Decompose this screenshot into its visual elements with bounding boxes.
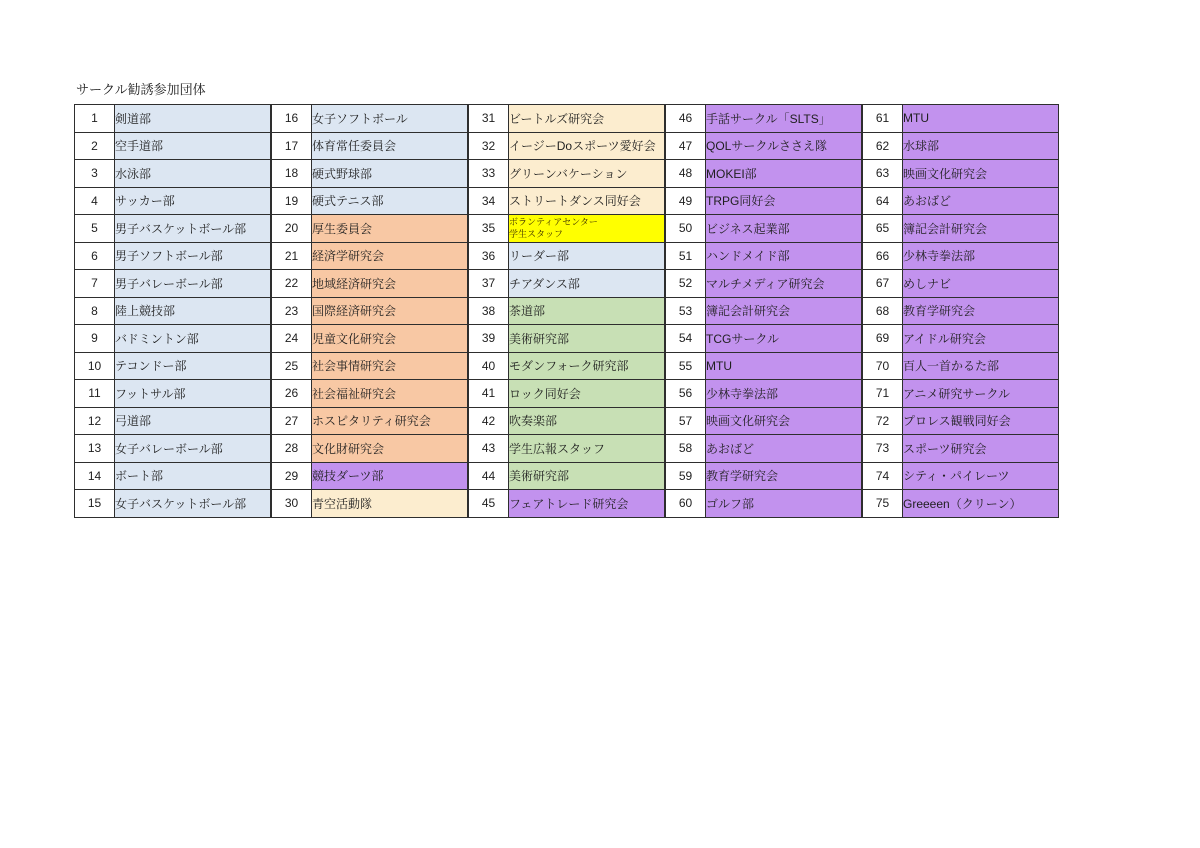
table-row <box>272 242 468 270</box>
club-number-cell: 12 <box>75 407 115 435</box>
table-row <box>666 297 862 325</box>
table-row <box>75 462 271 490</box>
club-name-cell: 男子ソフトボール部 <box>115 242 271 270</box>
club-name-cell: 百人一首かるた部 <box>903 352 1059 380</box>
table-row <box>272 462 468 490</box>
club-name-cell: 児童文化研究会 <box>312 325 468 353</box>
club-name-cell: リーダー部 <box>509 242 665 270</box>
club-number-cell: 49 <box>666 187 706 215</box>
club-name-line: 学生スタッフ <box>509 229 564 240</box>
table-row <box>863 407 1059 435</box>
table-row <box>666 435 862 463</box>
club-number-cell: 75 <box>863 490 903 518</box>
club-name-cell: 文化財研究会 <box>312 435 468 463</box>
club-number-cell: 32 <box>469 132 509 160</box>
table-row <box>75 187 271 215</box>
table-row <box>469 132 665 160</box>
club-number-cell: 63 <box>863 160 903 188</box>
table-row <box>863 270 1059 298</box>
club-name-cell: QOLサークルささえ隊 <box>706 132 862 160</box>
table-row <box>863 325 1059 353</box>
club-name-cell: 経済学研究会 <box>312 242 468 270</box>
club-name-cell: 社会事情研究会 <box>312 352 468 380</box>
table-row <box>469 380 665 408</box>
club-number-cell: 56 <box>666 380 706 408</box>
table-row <box>272 407 468 435</box>
club-number-cell: 14 <box>75 462 115 490</box>
club-name-cell: 茶道部 <box>509 297 665 325</box>
table-row <box>666 105 862 133</box>
table-row <box>75 380 271 408</box>
club-name-line: ボランティアセンター <box>509 217 598 228</box>
club-number-cell: 40 <box>469 352 509 380</box>
club-number-cell: 15 <box>75 490 115 518</box>
club-number-cell: 43 <box>469 435 509 463</box>
club-name-cell: 少林寺拳法部 <box>903 242 1059 270</box>
table-row <box>75 132 271 160</box>
table-row <box>272 435 468 463</box>
club-number-cell: 30 <box>272 490 312 518</box>
club-number-cell: 68 <box>863 297 903 325</box>
club-name-cell: 硬式野球部 <box>312 160 468 188</box>
club-number-cell: 20 <box>272 215 312 243</box>
table-row <box>469 490 665 518</box>
club-number-cell: 28 <box>272 435 312 463</box>
table-row <box>469 407 665 435</box>
club-number-cell: 71 <box>863 380 903 408</box>
table-row <box>272 490 468 518</box>
club-name-cell: 男子バレーボール部 <box>115 270 271 298</box>
club-name-cell: 映画文化研究会 <box>903 160 1059 188</box>
club-number-cell: 29 <box>272 462 312 490</box>
table-row <box>75 105 271 133</box>
table-row <box>272 187 468 215</box>
club-name-cell: 空手道部 <box>115 132 271 160</box>
club-name-cell: フットサル部 <box>115 380 271 408</box>
club-name-cell: テコンドー部 <box>115 352 271 380</box>
club-number-cell: 58 <box>666 435 706 463</box>
club-number-cell: 8 <box>75 297 115 325</box>
club-name-cell: 女子ソフトボール <box>312 105 468 133</box>
club-number-cell: 4 <box>75 187 115 215</box>
club-number-cell: 35 <box>469 215 509 243</box>
club-number-cell: 21 <box>272 242 312 270</box>
table-row <box>272 105 468 133</box>
club-number-cell: 13 <box>75 435 115 463</box>
table-row <box>666 187 862 215</box>
club-name-cell: ホスピタリティ研究会 <box>312 407 468 435</box>
table-row <box>75 490 271 518</box>
club-number-cell: 57 <box>666 407 706 435</box>
club-number-cell: 42 <box>469 407 509 435</box>
table-row <box>863 297 1059 325</box>
table-row <box>272 325 468 353</box>
club-name-cell: イージーDoスポーツ愛好会 <box>509 132 665 160</box>
table-row <box>666 352 862 380</box>
club-name-cell: 少林寺拳法部 <box>706 380 862 408</box>
club-name-cell: チアダンス部 <box>509 270 665 298</box>
club-number-cell: 17 <box>272 132 312 160</box>
club-name-cell: あおばど <box>903 187 1059 215</box>
club-name-cell: 競技ダーツ部 <box>312 462 468 490</box>
club-name-cell: MOKEI部 <box>706 160 862 188</box>
table-row <box>863 380 1059 408</box>
club-number-cell: 47 <box>666 132 706 160</box>
club-name-cell: 学生広報スタッフ <box>509 435 665 463</box>
club-name-cell: 体育常任委員会 <box>312 132 468 160</box>
table-row <box>666 380 862 408</box>
table-row <box>666 242 862 270</box>
club-number-cell: 45 <box>469 490 509 518</box>
club-table-column-4 <box>665 104 862 518</box>
table-row <box>863 160 1059 188</box>
table-row <box>469 325 665 353</box>
club-name-cell: 映画文化研究会 <box>706 407 862 435</box>
club-number-cell: 26 <box>272 380 312 408</box>
club-name-cell: MTU <box>903 105 1059 133</box>
club-name-cell: バドミントン部 <box>115 325 271 353</box>
table-row <box>272 215 468 243</box>
table-row <box>469 187 665 215</box>
club-number-cell: 50 <box>666 215 706 243</box>
club-number-cell: 64 <box>863 187 903 215</box>
table-row <box>863 105 1059 133</box>
club-number-cell: 1 <box>75 105 115 133</box>
table-row <box>75 215 271 243</box>
club-number-cell: 39 <box>469 325 509 353</box>
club-number-cell: 25 <box>272 352 312 380</box>
club-name-cell: スポーツ研究会 <box>903 435 1059 463</box>
table-row <box>75 325 271 353</box>
club-number-cell: 55 <box>666 352 706 380</box>
club-name-cell: めしナビ <box>903 270 1059 298</box>
club-number-cell: 73 <box>863 435 903 463</box>
table-row <box>666 490 862 518</box>
club-name-cell: MTU <box>706 352 862 380</box>
club-number-cell: 65 <box>863 215 903 243</box>
club-number-cell: 67 <box>863 270 903 298</box>
club-name-cell: ゴルフ部 <box>706 490 862 518</box>
club-name-cell: 簿記会計研究会 <box>903 215 1059 243</box>
club-number-cell: 2 <box>75 132 115 160</box>
club-number-cell: 37 <box>469 270 509 298</box>
table-row <box>666 132 862 160</box>
table-row <box>863 215 1059 243</box>
club-name-cell: 硬式テニス部 <box>312 187 468 215</box>
club-name-cell: 水球部 <box>903 132 1059 160</box>
club-number-cell: 51 <box>666 242 706 270</box>
table-row <box>469 270 665 298</box>
club-number-cell: 70 <box>863 352 903 380</box>
table-row <box>469 215 665 243</box>
club-number-cell: 6 <box>75 242 115 270</box>
table-row <box>469 462 665 490</box>
table-row <box>666 407 862 435</box>
club-number-cell: 41 <box>469 380 509 408</box>
club-name-cell: 社会福祉研究会 <box>312 380 468 408</box>
table-row <box>75 352 271 380</box>
club-name-cell <box>509 215 665 243</box>
club-name-cell: 弓道部 <box>115 407 271 435</box>
club-name-cell: サッカー部 <box>115 187 271 215</box>
club-name-cell: Greeeen（クリーン） <box>903 490 1059 518</box>
table-row <box>666 270 862 298</box>
club-number-cell: 3 <box>75 160 115 188</box>
table-row <box>863 352 1059 380</box>
club-name-cell: アイドル研究会 <box>903 325 1059 353</box>
club-name-cell: シティ・パイレーツ <box>903 462 1059 490</box>
club-number-cell: 46 <box>666 105 706 133</box>
club-name-cell: グリーンバケーション <box>509 160 665 188</box>
club-name-cell: プロレス観戦同好会 <box>903 407 1059 435</box>
club-name-cell: 美術研究部 <box>509 462 665 490</box>
club-name-cell: 男子バスケットボール部 <box>115 215 271 243</box>
club-name-cell: 剣道部 <box>115 105 271 133</box>
page-title: サークル勧誘参加団体 <box>76 82 206 97</box>
club-number-cell: 69 <box>863 325 903 353</box>
club-table-column-2 <box>271 104 468 518</box>
club-name-cell: TRPG同好会 <box>706 187 862 215</box>
club-name-cell: ハンドメイド部 <box>706 242 862 270</box>
table-row <box>863 462 1059 490</box>
club-name-cell: ボート部 <box>115 462 271 490</box>
club-number-cell: 19 <box>272 187 312 215</box>
club-table-column-1 <box>74 104 271 518</box>
club-number-cell: 72 <box>863 407 903 435</box>
table-row <box>75 407 271 435</box>
club-number-cell: 60 <box>666 490 706 518</box>
club-name-cell: ビートルズ研究会 <box>509 105 665 133</box>
club-name-cell: モダンフォーク研究部 <box>509 352 665 380</box>
club-name-cell: 吹奏楽部 <box>509 407 665 435</box>
table-row <box>469 242 665 270</box>
club-name-cell: TCGサークル <box>706 325 862 353</box>
table-row <box>75 435 271 463</box>
table-row <box>272 352 468 380</box>
table-row <box>666 325 862 353</box>
table-row <box>272 160 468 188</box>
table-row <box>469 160 665 188</box>
table-row <box>863 132 1059 160</box>
table-row <box>469 435 665 463</box>
table-row <box>863 242 1059 270</box>
club-number-cell: 7 <box>75 270 115 298</box>
club-number-cell: 16 <box>272 105 312 133</box>
table-row <box>666 462 862 490</box>
club-number-cell: 31 <box>469 105 509 133</box>
table-row <box>75 160 271 188</box>
club-name-cell: ロック同好会 <box>509 380 665 408</box>
club-table <box>74 104 1059 518</box>
table-row <box>75 242 271 270</box>
club-number-cell: 33 <box>469 160 509 188</box>
club-number-cell: 44 <box>469 462 509 490</box>
club-number-cell: 53 <box>666 297 706 325</box>
club-name-cell: 教育学研究会 <box>903 297 1059 325</box>
table-row <box>272 132 468 160</box>
club-number-cell: 22 <box>272 270 312 298</box>
club-number-cell: 59 <box>666 462 706 490</box>
club-name-cell: 美術研究部 <box>509 325 665 353</box>
club-number-cell: 24 <box>272 325 312 353</box>
club-name-cell: ストリートダンス同好会 <box>509 187 665 215</box>
club-name-cell: 厚生委員会 <box>312 215 468 243</box>
table-row <box>666 215 862 243</box>
club-name-cell: 水泳部 <box>115 160 271 188</box>
club-name-cell: 教育学研究会 <box>706 462 862 490</box>
club-table-column-3 <box>468 104 665 518</box>
club-number-cell: 11 <box>75 380 115 408</box>
club-name-cell: 国際経済研究会 <box>312 297 468 325</box>
table-row <box>469 297 665 325</box>
club-number-cell: 18 <box>272 160 312 188</box>
club-name-cell: 青空活動隊 <box>312 490 468 518</box>
club-table-column-5 <box>862 104 1059 518</box>
club-name-cell: 手話サークル「SLTS」 <box>706 105 862 133</box>
club-number-cell: 61 <box>863 105 903 133</box>
club-name-cell: あおばど <box>706 435 862 463</box>
table-row <box>863 187 1059 215</box>
club-number-cell: 5 <box>75 215 115 243</box>
club-number-cell: 34 <box>469 187 509 215</box>
table-row <box>863 435 1059 463</box>
club-number-cell: 23 <box>272 297 312 325</box>
club-name-cell: 女子バスケットボール部 <box>115 490 271 518</box>
club-number-cell: 27 <box>272 407 312 435</box>
table-row <box>272 297 468 325</box>
club-number-cell: 9 <box>75 325 115 353</box>
table-row <box>75 270 271 298</box>
club-number-cell: 36 <box>469 242 509 270</box>
table-row <box>666 160 862 188</box>
club-number-cell: 66 <box>863 242 903 270</box>
club-number-cell: 62 <box>863 132 903 160</box>
table-row <box>272 380 468 408</box>
club-number-cell: 52 <box>666 270 706 298</box>
club-number-cell: 10 <box>75 352 115 380</box>
table-row <box>75 297 271 325</box>
club-number-cell: 74 <box>863 462 903 490</box>
club-name-cell: 陸上競技部 <box>115 297 271 325</box>
table-row <box>469 105 665 133</box>
table-row <box>469 352 665 380</box>
club-name-cell: 女子バレーボール部 <box>115 435 271 463</box>
club-name-cell: アニメ研究サークル <box>903 380 1059 408</box>
club-number-cell: 48 <box>666 160 706 188</box>
table-row <box>863 490 1059 518</box>
table-row <box>272 270 468 298</box>
club-name-cell: ビジネス起業部 <box>706 215 862 243</box>
club-name-cell: 地域経済研究会 <box>312 270 468 298</box>
club-name-cell: フェアトレード研究会 <box>509 490 665 518</box>
club-number-cell: 38 <box>469 297 509 325</box>
club-name-cell: 簿記会計研究会 <box>706 297 862 325</box>
club-number-cell: 54 <box>666 325 706 353</box>
club-name-cell: マルチメディア研究会 <box>706 270 862 298</box>
